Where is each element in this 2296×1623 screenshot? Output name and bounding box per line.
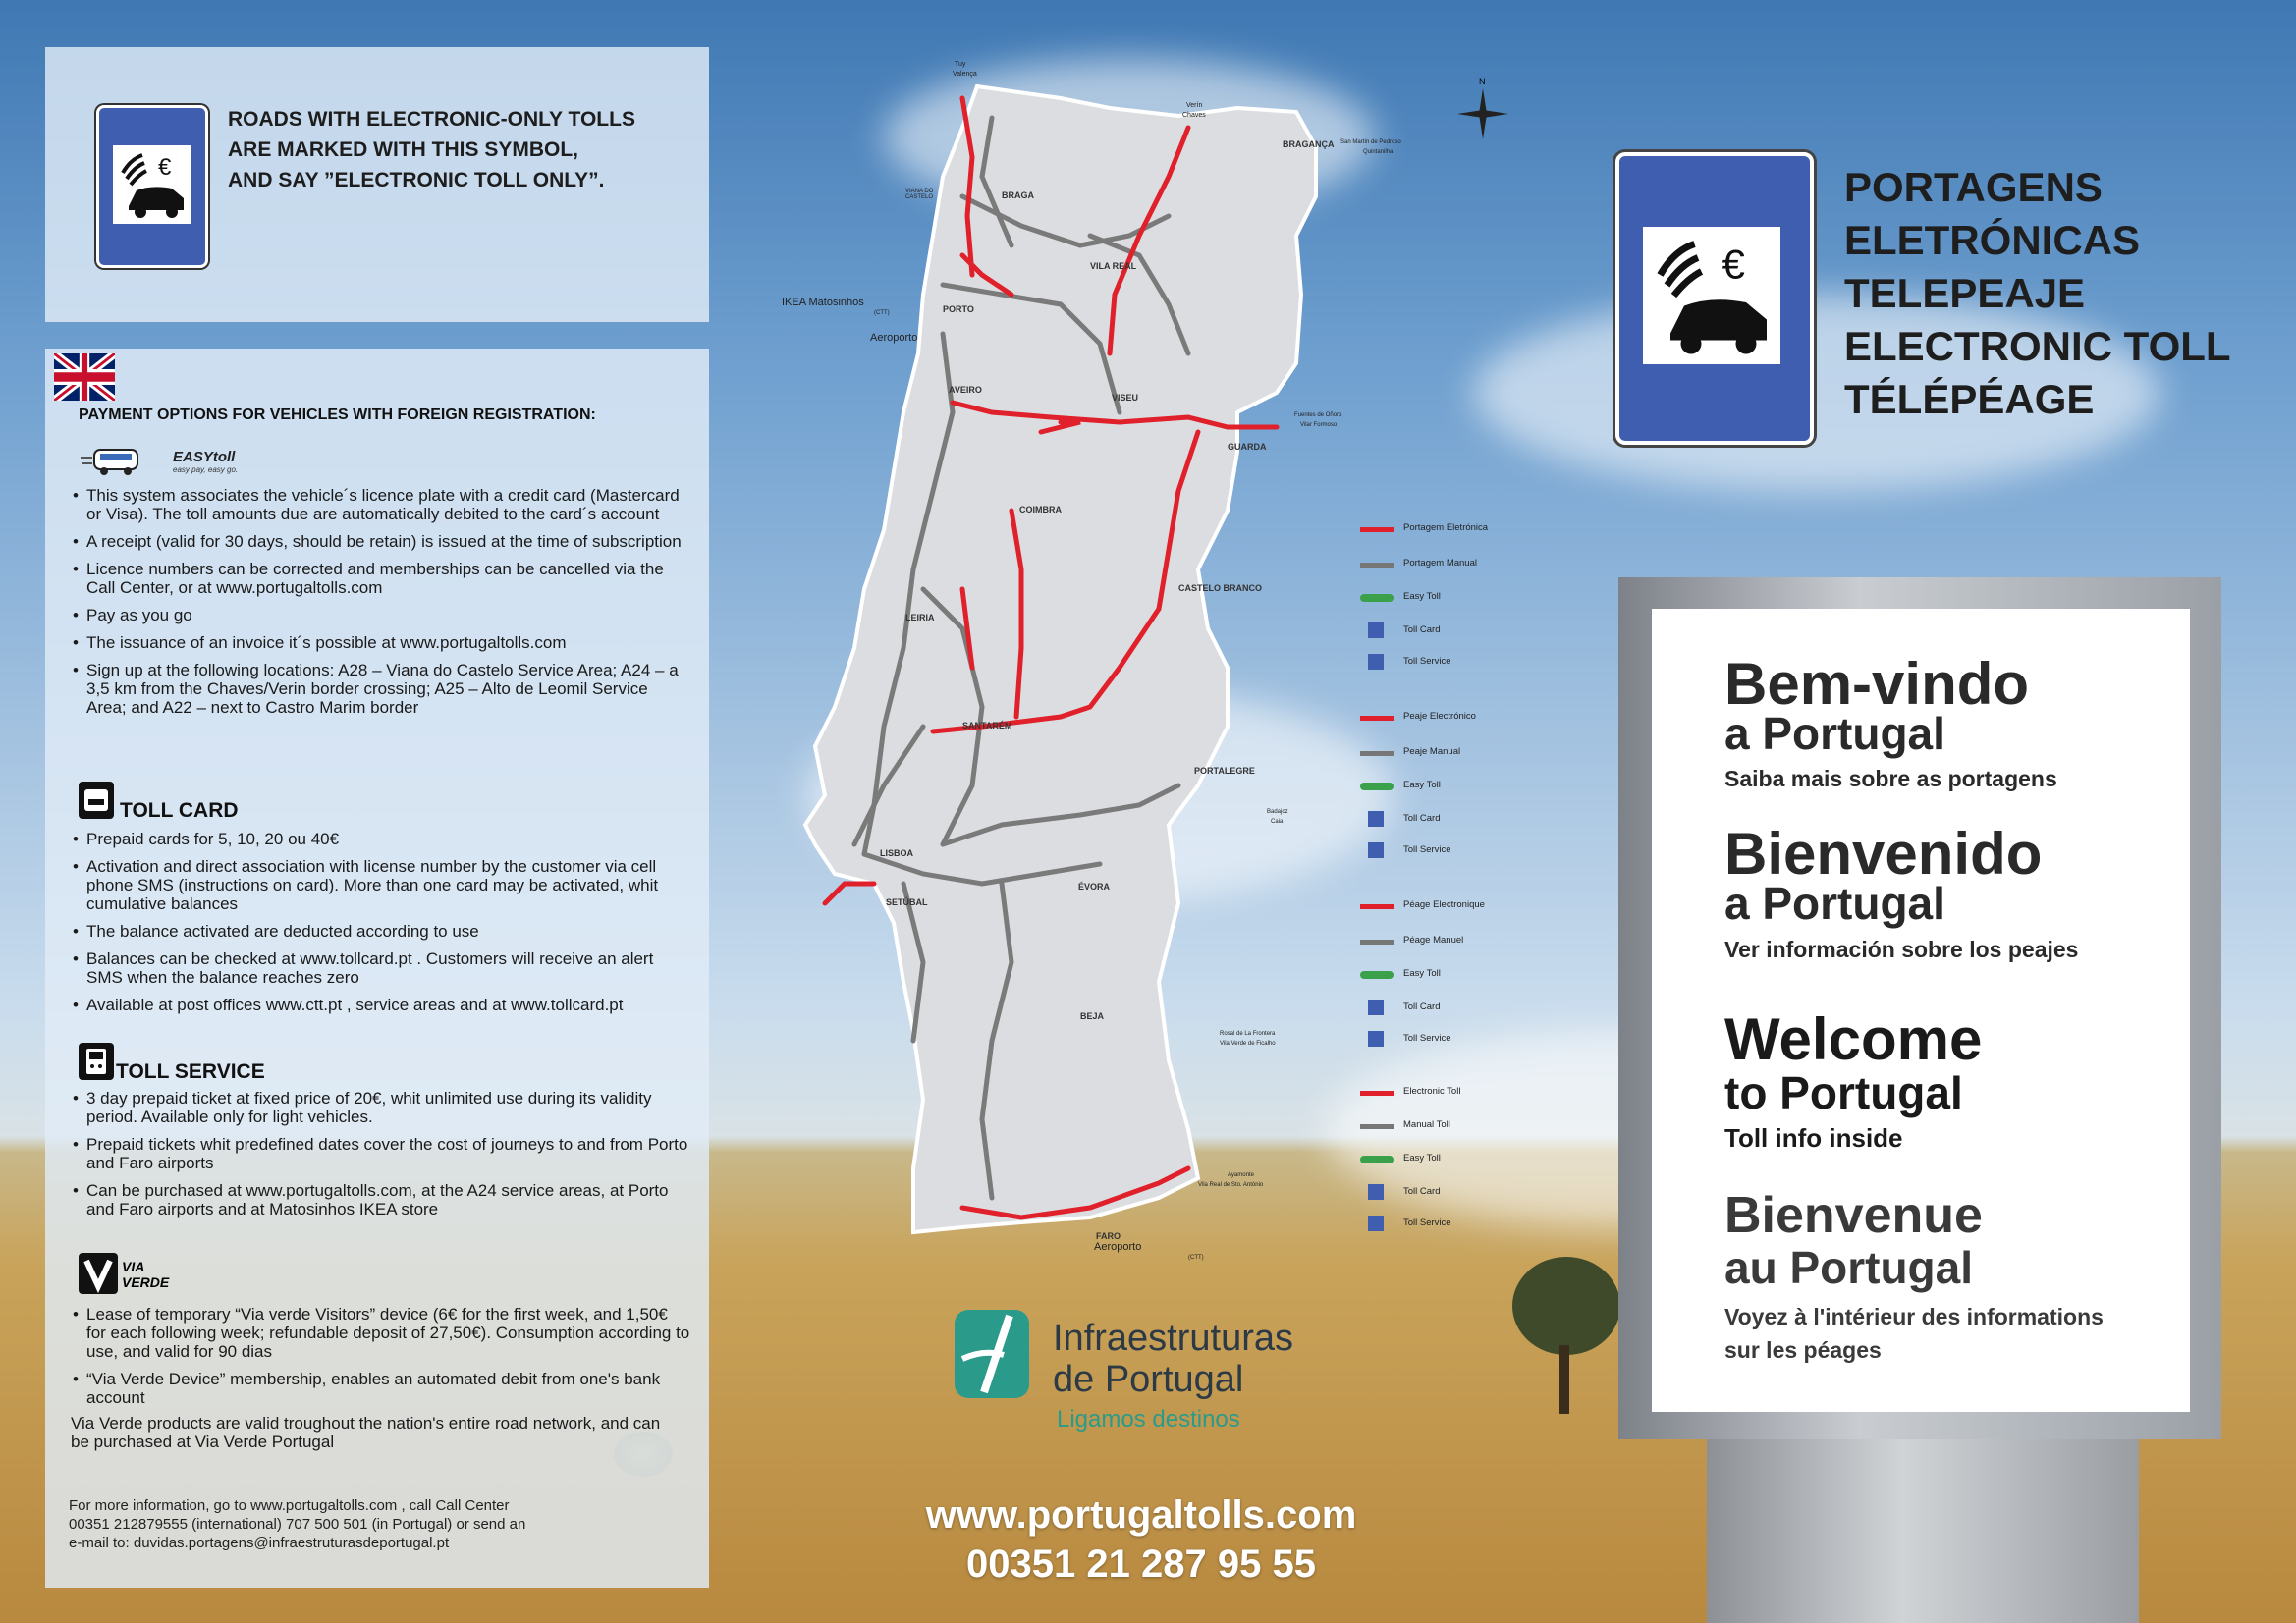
legend-item: Portagem Eletrónica bbox=[1360, 520, 1615, 540]
legend-item: Toll Card bbox=[1360, 1000, 1615, 1019]
list-item: • Prepaid tickets whit predefined dates cover the cost of journeys to and from Porto and Faro airports bbox=[71, 1135, 691, 1172]
legend-item: Easy Toll bbox=[1360, 589, 1615, 609]
compass-icon bbox=[1453, 77, 1512, 145]
legend-item: Easy Toll bbox=[1360, 1151, 1615, 1170]
welcome-es-line1: Bienvenido bbox=[1724, 821, 2043, 887]
infraestruturas-mark-icon bbox=[955, 1310, 1029, 1398]
payment-options-title: PAYMENT OPTIONS FOR VEHICLES WITH FOREIGN REGISTRATION: bbox=[79, 406, 596, 423]
place-label: Aeroporto bbox=[870, 332, 918, 344]
toll-service-icon bbox=[79, 1043, 114, 1080]
list-item: • Pay as you go bbox=[71, 606, 691, 624]
place-label: Fuentes de Oñoro bbox=[1294, 412, 1342, 418]
list-item: • Can be purchased at www.portugaltolls.com, at the A24 service areas, at Porto and Faro airports and at Matosinhos IKEA store bbox=[71, 1181, 691, 1218]
place-label: VIANA DO CASTELO bbox=[905, 189, 934, 200]
electronic-only-notice: ROADS WITH ELECTRONIC-ONLY TOLLS ARE MARKED WITH THIS SYMBOL, AND SAY ”ELECTRONIC TOLL ONLY”. bbox=[228, 108, 635, 191]
easytoll-tagline: easy pay, easy go. bbox=[173, 465, 239, 474]
multilingual-title bbox=[1844, 161, 2231, 426]
via-verde-logo-line2: VERDE bbox=[122, 1274, 170, 1290]
city-label: VILA REAL bbox=[1090, 261, 1137, 271]
svg-text:€: € bbox=[158, 154, 172, 181]
legend-item: Peaje Electrónico bbox=[1360, 709, 1615, 729]
via-verde-logo bbox=[79, 1253, 196, 1296]
toll-service-bullet-list bbox=[71, 1089, 691, 1227]
legend-item: Manual Toll bbox=[1360, 1117, 1615, 1137]
place-label: Vilar Formoso bbox=[1300, 422, 1338, 428]
city-label: FARO bbox=[1096, 1231, 1121, 1241]
legend-item: Toll Service bbox=[1360, 654, 1615, 674]
city-label: PORTALEGRE bbox=[1194, 766, 1255, 776]
title-line: TELEPEAJE bbox=[1844, 270, 2086, 316]
legend-item: Electronic Toll bbox=[1360, 1084, 1615, 1104]
legend-item: Portagem Manual bbox=[1360, 556, 1615, 575]
uk-flag-icon bbox=[54, 353, 115, 401]
place-label: Badajoz bbox=[1267, 809, 1288, 815]
city-label: AVEIRO bbox=[949, 385, 982, 395]
place-label: Vila Real de Sto. António bbox=[1198, 1182, 1264, 1188]
list-item: • This system associates the vehicle´s licence plate with a credit card (Mastercard or Visa). The toll amounts due are automatically debited to the card´s account bbox=[71, 486, 691, 523]
website-link[interactable]: www.portugaltolls.com bbox=[925, 1493, 1357, 1537]
city-label: BRAGA bbox=[1002, 190, 1034, 200]
city-label: GUARDA bbox=[1228, 442, 1267, 452]
via-verde-bullet-list bbox=[71, 1305, 691, 1416]
easytoll-bus-icon bbox=[81, 444, 139, 477]
welcome-en-line1: Welcome bbox=[1724, 1006, 1983, 1072]
toll-service-title: TOLL SERVICE bbox=[116, 1060, 265, 1083]
place-label: Verín bbox=[1186, 102, 1203, 109]
compass-north-label: N bbox=[1479, 77, 1486, 86]
place-label: Vila Verde de Ficalho bbox=[1220, 1041, 1276, 1047]
electronic-toll-sign-icon bbox=[96, 105, 208, 268]
title-line: ELECTRONIC TOLL bbox=[1844, 323, 2231, 369]
tree-image bbox=[1493, 1257, 1630, 1424]
logo-slogan: Ligamos destinos bbox=[1057, 1406, 1240, 1433]
place-label: Chaves bbox=[1182, 112, 1206, 119]
city-label: SANTARÉM bbox=[962, 721, 1012, 730]
list-item: • Balances can be checked at www.tollcard.pt . Customers will receive an alert SMS when the balance reaches zero bbox=[71, 949, 691, 987]
legend-item: Toll Service bbox=[1360, 1216, 1615, 1235]
list-item: • “Via Verde Device” membership, enables an automated debit from one's bank account bbox=[71, 1370, 691, 1407]
legend-item: Toll Service bbox=[1360, 842, 1615, 862]
legend-item: Toll Service bbox=[1360, 1031, 1615, 1051]
list-item: • 3 day prepaid ticket at fixed price of 20€, whit unlimited use during its validity period. Available only for light vehicles. bbox=[71, 1089, 691, 1126]
easytoll-bullet-list bbox=[71, 486, 691, 726]
welcome-pt-line2: a Portugal bbox=[1724, 708, 1945, 759]
car-euro-icon bbox=[1643, 227, 1780, 364]
city-label: BRAGANÇA bbox=[1283, 139, 1335, 149]
list-item: • Sign up at the following locations: A28 – Viana do Castelo Service Area; A24 – a 3,5 km from the Chaves/Verin border crossing; A25 – Alto de Leomil Service Area; and A22 – next to Castro Marim border bbox=[71, 661, 691, 717]
welcome-fr-line1: Bienvenue bbox=[1724, 1187, 1983, 1244]
toll-card-title: TOLL CARD bbox=[120, 799, 239, 822]
car-euro-icon bbox=[113, 145, 191, 224]
city-label: LEIRIA bbox=[905, 613, 935, 622]
place-label: Aeroporto bbox=[1094, 1241, 1142, 1253]
list-item: • Prepaid cards for 5, 10, 20 ou 40€ bbox=[71, 830, 691, 848]
legend-item: Péage Manuel bbox=[1360, 933, 1615, 952]
welcome-es-line3: Ver información sobre los peajes bbox=[1724, 937, 2079, 962]
place-label: Caia bbox=[1271, 819, 1284, 825]
place-label: (CTT) bbox=[1188, 1255, 1204, 1261]
place-label: IKEA Matosinhos bbox=[782, 297, 864, 308]
city-label: LISBOA bbox=[880, 848, 914, 858]
via-verde-v-icon bbox=[79, 1253, 118, 1294]
place-label: Quintanilha bbox=[1363, 149, 1394, 155]
contact-block bbox=[912, 1490, 1370, 1589]
welcome-pt-line1: Bem-vindo bbox=[1724, 651, 2030, 717]
place-label: Valença bbox=[953, 71, 977, 78]
phone-number: 00351 21 287 95 55 bbox=[966, 1542, 1316, 1586]
toll-card-icon bbox=[79, 782, 114, 819]
title-line: TÉLÉPÉAGE bbox=[1844, 376, 2095, 422]
welcome-fr-line2: au Portugal bbox=[1724, 1242, 1974, 1293]
svg-text:€: € bbox=[1722, 241, 1745, 288]
legend-item: Easy Toll bbox=[1360, 966, 1615, 986]
city-label: VISEU bbox=[1112, 393, 1139, 403]
list-item: • The issuance of an invoice it´s possible at www.portugaltolls.com bbox=[71, 633, 691, 652]
toll-card-bullet-list bbox=[71, 830, 691, 1023]
place-label: Tuy bbox=[955, 61, 966, 68]
city-label: CASTELO BRANCO bbox=[1178, 583, 1262, 593]
electronic-toll-sign-large-icon bbox=[1615, 152, 1814, 445]
city-label: BEJA bbox=[1080, 1011, 1105, 1021]
list-item: • A receipt (valid for 30 days, should be retain) is issued at the time of subscription bbox=[71, 532, 691, 551]
city-label: ÉVORA bbox=[1078, 882, 1111, 892]
portugal-land bbox=[805, 86, 1316, 1232]
city-label: COIMBRA bbox=[1019, 505, 1062, 514]
legend-item: Toll Card bbox=[1360, 1184, 1615, 1204]
welcome-en-line3: Toll info inside bbox=[1724, 1123, 1903, 1153]
logo-name-line2: de Portugal bbox=[1053, 1359, 1244, 1400]
legend-item: Toll Card bbox=[1360, 622, 1615, 642]
list-item: • Lease of temporary “Via verde Visitors” device (6€ for the first week, and 1,50€ for each following week; refundable deposit of 27,50€). Consumption according to use, and valid for 90 dias bbox=[71, 1305, 691, 1361]
list-item: • Available at post offices www.ctt.pt , service areas and at www.tollcard.pt bbox=[71, 996, 691, 1014]
welcome-fr-line4: sur les péages bbox=[1724, 1337, 1882, 1363]
legend-item: Péage Electronique bbox=[1360, 897, 1615, 917]
via-verde-logo-line1: VIA bbox=[122, 1259, 145, 1274]
title-line: PORTAGENS bbox=[1844, 164, 2103, 210]
welcome-en-line2: to Portugal bbox=[1724, 1067, 1963, 1118]
easytoll-logo-text: EASYtoll bbox=[173, 449, 236, 465]
via-verde-note: Via Verde products are valid troughout the nation's entire road network, and can be purchased at Via Verde Portugal bbox=[71, 1414, 661, 1451]
place-label: Ayamonte bbox=[1228, 1172, 1254, 1178]
list-item: • Activation and direct association with license number by the customer via cell phone SMS (instructions on card). More than one card may be activated, whit cumulative balances bbox=[71, 857, 691, 913]
city-label: SETÚBAL bbox=[886, 897, 928, 907]
legend-item: Toll Card bbox=[1360, 811, 1615, 831]
easytoll-logo bbox=[81, 444, 247, 483]
legend-item: Peaje Manual bbox=[1360, 744, 1615, 764]
list-item: • Licence numbers can be corrected and memberships can be cancelled via the Call Center, or at www.portugaltolls.com bbox=[71, 560, 691, 597]
legend-item: Easy Toll bbox=[1360, 778, 1615, 797]
welcome-es-line2: a Portugal bbox=[1724, 878, 1945, 929]
place-label: San Martín de Pedroso bbox=[1340, 139, 1401, 145]
contact-info: For more information, go to www.portugaltolls.com , call Call Center 00351 212879555 (international) 707 500 501 (in Portugal) or send an e-mail to: duvidas.portagens@infraestruturasdeportugal.pt bbox=[69, 1497, 526, 1551]
title-line: ELETRÓNICAS bbox=[1844, 217, 2141, 263]
place-label: (CTT) bbox=[874, 310, 890, 316]
city-label: PORTO bbox=[943, 304, 974, 314]
list-item: • The balance activated are deducted according to use bbox=[71, 922, 691, 941]
welcome-fr-line3: Voyez à l'intérieur des informations bbox=[1724, 1304, 2104, 1329]
logo-name-line1: Infraestruturas bbox=[1053, 1318, 1293, 1359]
welcome-pt-line3: Saiba mais sobre as portagens bbox=[1724, 766, 2057, 791]
place-label: Rosal de La Frontera bbox=[1220, 1031, 1276, 1037]
billboard-post bbox=[1707, 1439, 2139, 1623]
